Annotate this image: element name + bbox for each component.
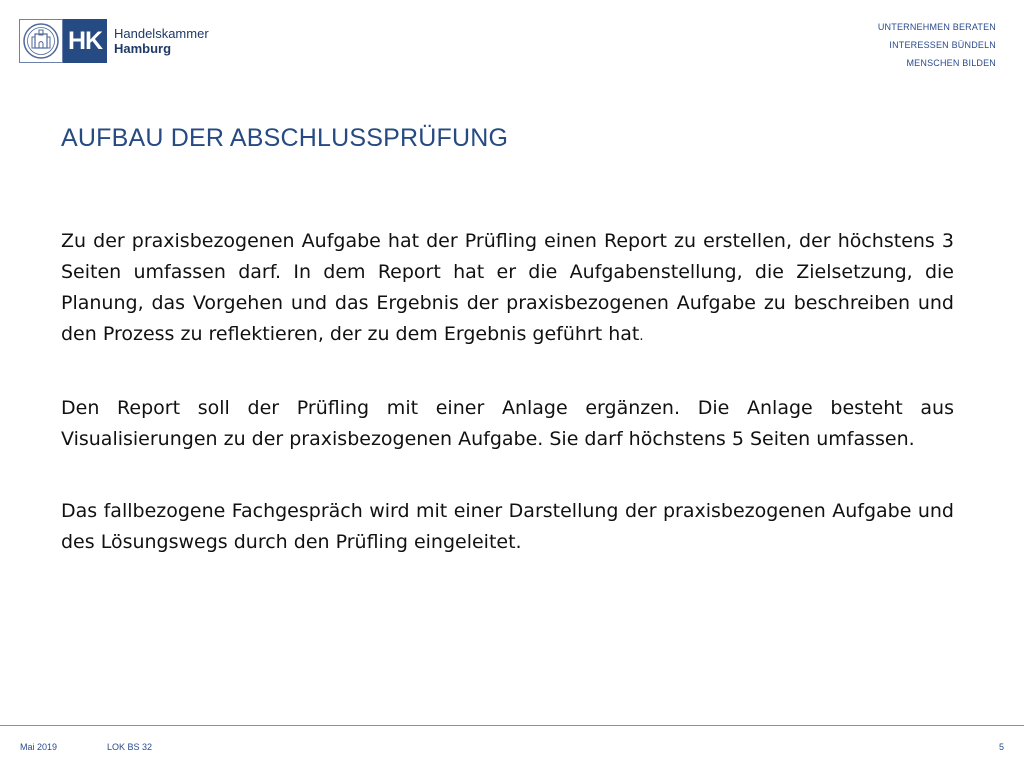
hk-logo	[19, 19, 209, 63]
body-paragraph: Den Report soll der Prüfling mit einer Anlage ergänzen. Die Anlage besteht aus Visualisierungen zu der praxisbezogenen Aufgabe. Sie darf höchstens 5 Seiten umfassen.	[61, 397, 954, 450]
slogan-line: INTERESSEN BÜNDELN	[889, 40, 996, 50]
slogan	[878, 18, 996, 72]
body-paragraph: Das fallbezogene Fachgespräch wird mit einer Darstellung der praxisbezogenen Aufgabe und des Lösungswegs durch den Prüfling eingeleitet.	[61, 500, 954, 553]
footer-doc-id: LOK BS 32	[107, 742, 153, 752]
coat-of-arms-icon	[19, 19, 63, 63]
logo-name-line2: Hamburg	[114, 41, 172, 56]
footer-divider	[0, 725, 1024, 726]
hk-logo-mark: HK	[63, 19, 107, 63]
footer-date: Mai 2019	[20, 742, 58, 752]
page-number: 5	[998, 742, 1004, 752]
slogan-line: UNTERNEHMEN BERATEN	[877, 22, 996, 32]
body-paragraph	[61, 226, 954, 352]
paragraph-text: Zu der praxisbezogenen Aufgabe hat der Prüfling einen Report zu erstellen, der höchstens 3 Seiten umfassen darf. In dem Report hat er die Aufgabenstellung, die Zielsetzung, die Planung, das Vorgehen und das Ergebnis der praxisbezogenen Aufgabe zu beschreiben und den Prozess zu reflektieren, der zu dem Ergebnis geführt hat	[61, 230, 954, 345]
slide-body	[61, 226, 954, 558]
slogan-line: MENSCHEN BILDEN	[906, 58, 996, 68]
logo-name-line1: Handelskammer	[114, 26, 209, 41]
hk-logo-name	[107, 19, 209, 63]
slide-title: AUFBAU DER ABSCHLUSSPRÜFUNG	[61, 124, 509, 152]
paragraph-end-dot: .	[639, 329, 644, 344]
